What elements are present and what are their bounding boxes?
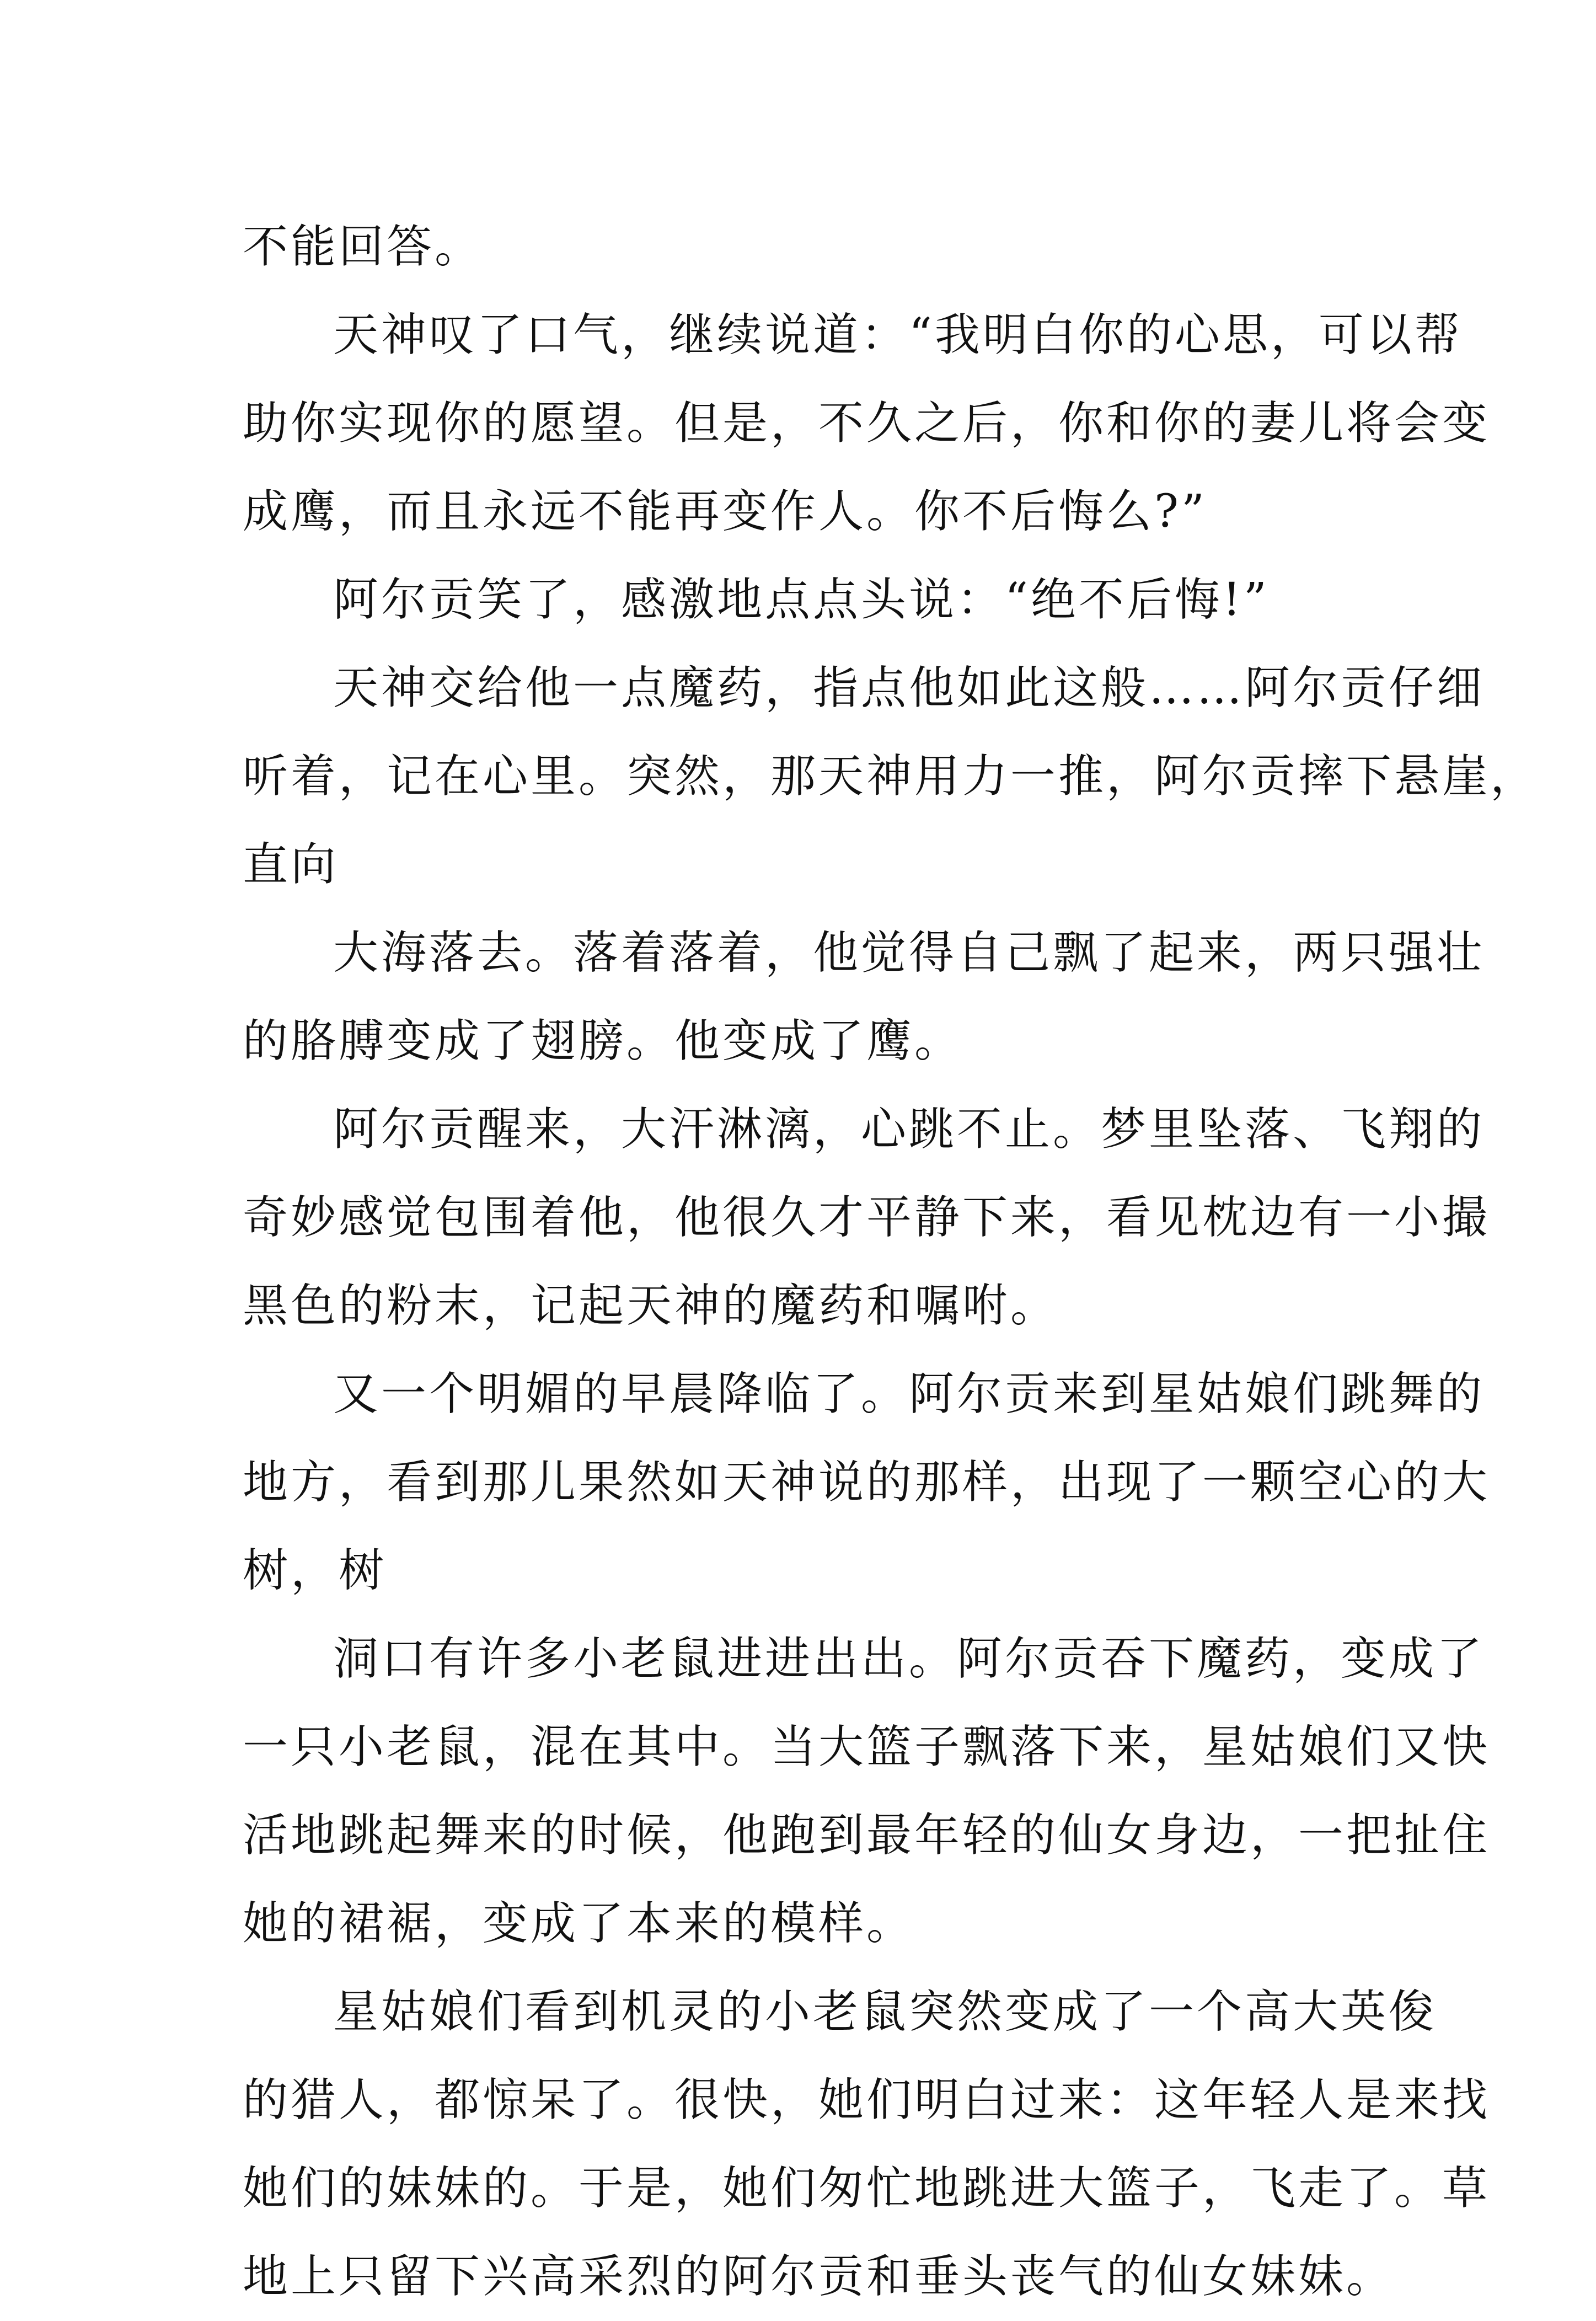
text-line: 树，树 <box>243 1544 387 1597</box>
text-line: 奇妙感觉包围着他，他很久才平静下来，看见枕边有一小撮 <box>243 1191 1491 1244</box>
text-line: 直向 <box>243 838 339 891</box>
text-line: 的猎人，都惊呆了。很快，她们明白过来：这年轻人是来找 <box>243 2074 1491 2126</box>
text-line: 的胳膊变成了翅膀。他变成了鹰。 <box>243 1015 963 1067</box>
text-line: 活地跳起舞来的时候，他跑到最年轻的仙女身边，一把扯住 <box>243 1809 1491 1862</box>
text-line: 天神交给他一点魔药，指点他如此这般……阿尔贡仔细 <box>333 662 1485 714</box>
text-line: 成鹰，而且永远不能再变作人。你不后悔么?” <box>243 485 1207 538</box>
text-line: 又一个明媚的早晨降临了。阿尔贡来到星姑娘们跳舞的 <box>333 1368 1485 1420</box>
text-line: 她的裙裾，变成了本来的模样。 <box>243 1897 915 1950</box>
text-line: 地方，看到那儿果然如天神说的那样，出现了一颗空心的大 <box>243 1456 1491 1509</box>
text-line: 不能回答。 <box>243 221 483 273</box>
text-line: 天神叹了口气，继续说道：“我明白你的心思，可以帮 <box>333 309 1463 361</box>
text-line: 洞口有许多小老鼠进进出出。阿尔贡吞下魔药，变成了 <box>333 1633 1485 1685</box>
text-line: 她们的妹妹的。于是，她们匆忙地跳进大篮子，飞走了。草 <box>243 2162 1491 2215</box>
text-line: 星姑娘们看到机灵的小老鼠突然变成了一个高大英俊 <box>333 1986 1437 2038</box>
text-line: 听着，记在心里。突然，那天神用力一推，阿尔贡摔下悬崖， <box>243 750 1539 803</box>
text-line: 阿尔贡醒来，大汗淋漓，心跳不止。梦里坠落、飞翔的 <box>333 1103 1485 1156</box>
text-line: 一只小老鼠，混在其中。当大篮子飘落下来，星姑娘们又快 <box>243 1721 1491 1773</box>
story-text <box>243 203 1539 2321</box>
text-line: 阿尔贡笑了，感激地点点头说：“绝不后悔!” <box>333 574 1270 626</box>
text-line: 地上只留下兴高采烈的阿尔贡和垂头丧气的仙女妹妹。 <box>243 2250 1395 2303</box>
text-line: 大海落去。落着落着，他觉得自己飘了起来，两只强壮 <box>333 927 1485 979</box>
text-line: 黑色的粉末，记起天神的魔药和嘱咐。 <box>243 1280 1059 1332</box>
text-line: 助你实现你的愿望。但是，不久之后，你和你的妻儿将会变 <box>243 397 1491 450</box>
